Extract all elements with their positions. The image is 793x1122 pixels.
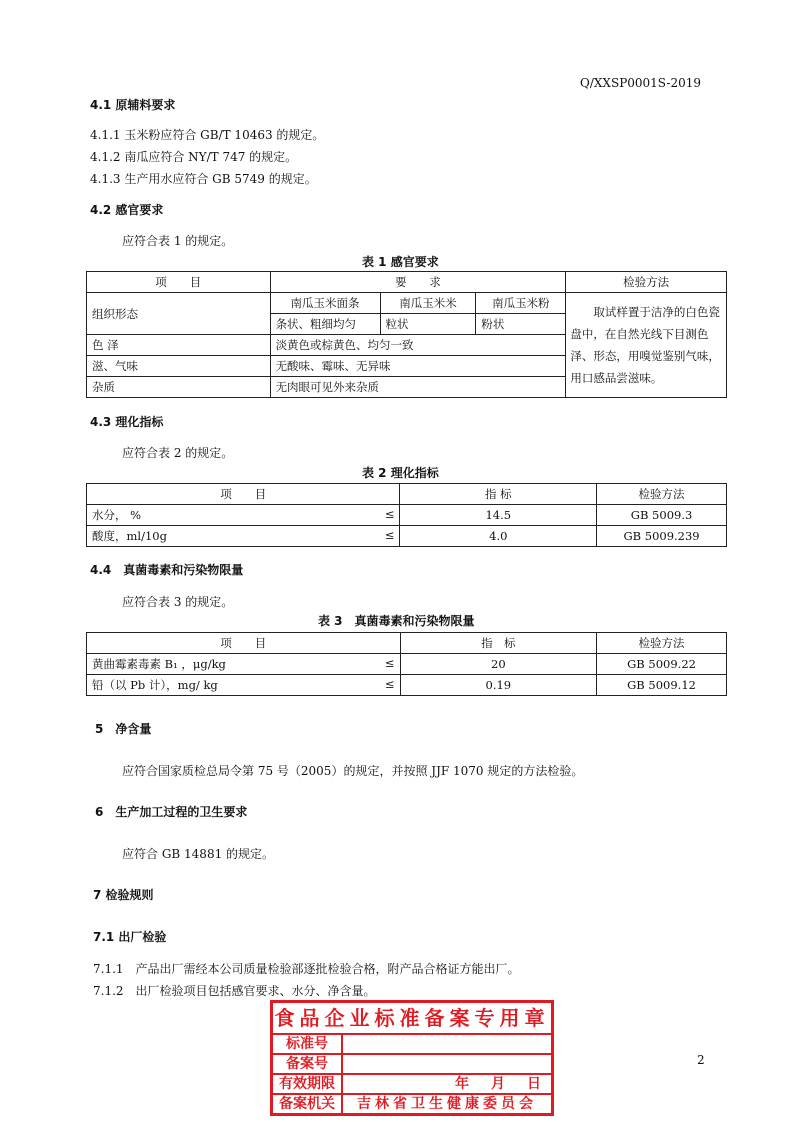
method-cell: 取试样置于洁净的白色瓷盘中，在自然光线下目测色泽、形态，用嗅觉鉴别气味，用口感品尝滋味。 xyxy=(566,293,727,398)
table3-caption: 表 3 真菌毒素和污染物限量 xyxy=(318,614,475,628)
header-cell: 指 标 xyxy=(400,484,597,505)
cell: 14.5 xyxy=(400,505,597,526)
table2 xyxy=(86,483,727,547)
stamp-title: 食品企业标准备案专用章 xyxy=(273,1003,551,1035)
section-5-title: 5 净含量 xyxy=(95,722,152,736)
stamp-value xyxy=(343,1055,551,1073)
cell: 水分， % xyxy=(92,508,142,522)
cell: ≤ xyxy=(384,656,395,670)
paragraph: 应符合表 3 的规定。 xyxy=(122,595,234,609)
clause: 4.1.1 玉米粉应符合 GB/T 10463 的规定。 xyxy=(90,128,325,142)
header-cell: 项 目 xyxy=(87,484,400,505)
cell: 色 泽 xyxy=(87,335,271,356)
paragraph: 应符合 GB 14881 的规定。 xyxy=(122,847,275,861)
table2-caption: 表 2 理化指标 xyxy=(362,466,439,480)
stamp-value xyxy=(343,1035,551,1053)
cell: 南瓜玉米面条 xyxy=(270,293,380,314)
header-cell: 检验方法 xyxy=(566,272,727,293)
section-4-4-title: 4.4 真菌毒素和污染物限量 xyxy=(90,563,244,577)
paragraph: 应符合表 1 的规定。 xyxy=(122,234,234,248)
cell: 粒状 xyxy=(380,314,476,335)
section-7-title: 7 检验规则 xyxy=(93,888,154,902)
cell: 4.0 xyxy=(400,526,597,547)
section-7-1-title: 7.1 出厂检验 xyxy=(93,930,167,944)
cell: 0.19 xyxy=(400,675,597,696)
cell: 黄曲霉素毒素 B₁ ，μg/kg xyxy=(92,657,226,671)
clause: 4.1.2 南瓜应符合 NY/T 747 的规定。 xyxy=(90,150,298,164)
cell: 南瓜玉米米 xyxy=(380,293,476,314)
cell: GB 5009.22 xyxy=(597,654,727,675)
filing-stamp xyxy=(270,1000,554,1116)
header-cell: 项 目 xyxy=(87,272,271,293)
cell: 杂质 xyxy=(87,377,271,398)
cell: 条状、粗细均匀 xyxy=(270,314,380,335)
table-row xyxy=(87,675,727,696)
paragraph: 应符合表 2 的规定。 xyxy=(122,446,234,460)
cell: 南瓜玉米粉 xyxy=(476,293,566,314)
table-row xyxy=(87,505,727,526)
cell: ≤ xyxy=(384,528,395,542)
cell: 铅（以 Pb 计），mg/ kg xyxy=(92,678,218,692)
table1-caption: 表 1 感官要求 xyxy=(362,255,439,269)
section-4-3-title: 4.3 理化指标 xyxy=(90,415,164,429)
cell: 酸度，ml/10g xyxy=(92,529,167,543)
paragraph: 应符合国家质检总局令第 75 号（2005）的规定，并按照 JJF 1070 规定的方法检验。 xyxy=(122,764,584,778)
table-row xyxy=(87,654,727,675)
cell: 淡黄色或棕黄色、均匀一致 xyxy=(270,335,566,356)
cell: 20 xyxy=(400,654,597,675)
header-cell: 项 目 xyxy=(87,633,401,654)
cell: 组织形态 xyxy=(87,293,271,335)
section-6-title: 6 生产加工过程的卫生要求 xyxy=(95,805,248,819)
clause: 4.1.3 生产用水应符合 GB 5749 的规定。 xyxy=(90,172,317,186)
cell: ≤ xyxy=(384,677,395,691)
table-row xyxy=(87,526,727,547)
table3 xyxy=(86,632,727,696)
header-cell: 指 标 xyxy=(400,633,597,654)
doc-code: Q/XXSP0001S-2019 xyxy=(580,76,702,90)
stamp-label: 备案机关 xyxy=(273,1095,343,1113)
section-4-1-title: 4.1 原辅料要求 xyxy=(90,98,176,112)
table1 xyxy=(86,271,727,398)
stamp-label: 备案号 xyxy=(273,1055,343,1073)
cell: 无酸味、霉味、无异味 xyxy=(270,356,566,377)
header-cell: 检验方法 xyxy=(597,484,727,505)
page-number: 2 xyxy=(697,1053,705,1067)
clause: 7.1.1 产品出厂需经本公司质量检验部逐批检验合格，附产品合格证方能出厂。 xyxy=(93,962,520,976)
cell: GB 5009.239 xyxy=(597,526,727,547)
cell: 无肉眼可见外来杂质 xyxy=(270,377,566,398)
header-cell: 要 求 xyxy=(270,272,566,293)
stamp-value: 年 月 日 xyxy=(455,1076,545,1092)
stamp-label: 有效期限 xyxy=(273,1075,343,1093)
header-cell: 检验方法 xyxy=(597,633,727,654)
cell: ≤ xyxy=(384,507,395,521)
stamp-label: 标准号 xyxy=(273,1035,343,1053)
cell: GB 5009.3 xyxy=(597,505,727,526)
cell: 滋、气味 xyxy=(87,356,271,377)
section-4-2-title: 4.2 感官要求 xyxy=(90,203,164,217)
cell: 粉状 xyxy=(476,314,566,335)
clause: 7.1.2 出厂检验项目包括感官要求、水分、净含量。 xyxy=(93,984,376,998)
stamp-value: 吉林省卫生健康委员会 xyxy=(357,1096,537,1112)
cell: GB 5009.12 xyxy=(597,675,727,696)
